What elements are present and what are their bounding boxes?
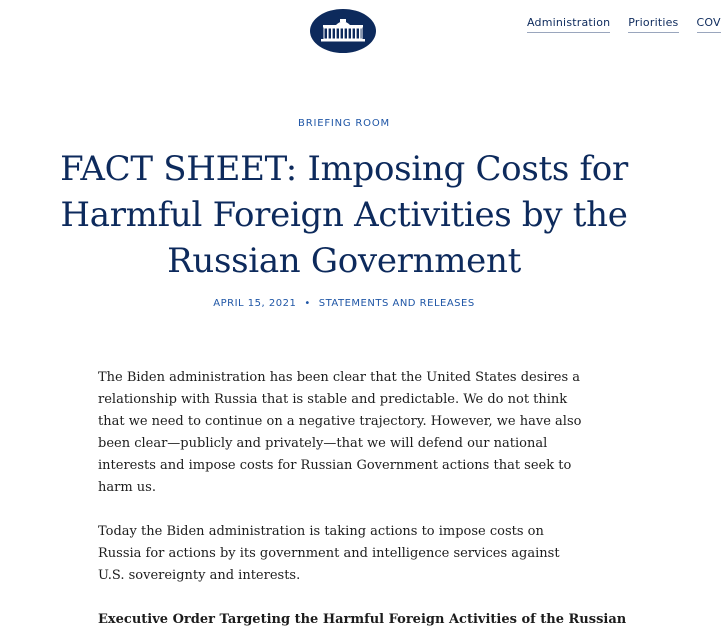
eyebrow-container — [0, 118, 688, 129]
main-nav — [527, 16, 721, 33]
nav-item-priorities[interactable]: Priorities — [628, 16, 678, 33]
paragraph: Today the Biden administration is taking actions to impose costs on Russia for actions by its government and intelligence services against U.S. sovereignty and interests. — [98, 524, 560, 583]
publish-date: APRIL 15, 2021 — [213, 298, 297, 309]
meta-separator: • — [304, 298, 311, 309]
category-link[interactable]: STATEMENTS AND RELEASES — [318, 298, 475, 309]
paragraph: The Biden administration has been clear that the United States desires a relationship with Russia that is stable and predictable. We do not think that we need to continue on a negative trajectory. However, we have also been clear—publicly and privately—that we will defend our national interests and impose costs for Russian Government actions that seek to harm us. — [98, 370, 582, 495]
article-body — [98, 367, 627, 631]
section-heading: Executive Order Targeting the Harmful Foreign Activities of the Russian — [98, 612, 627, 627]
white-house-icon — [317, 16, 369, 46]
page-title: FACT SHEET: Imposing Costs for Harmful Foreign Activities by the Russian Government — [60, 149, 628, 281]
briefing-room-link[interactable]: BRIEFING ROOM — [298, 118, 390, 129]
site-header — [0, 0, 721, 60]
white-house-logo[interactable] — [310, 9, 376, 53]
nav-item-covid[interactable]: COV — [697, 16, 721, 33]
article-meta — [0, 298, 688, 309]
nav-item-administration[interactable]: Administration — [527, 16, 610, 33]
